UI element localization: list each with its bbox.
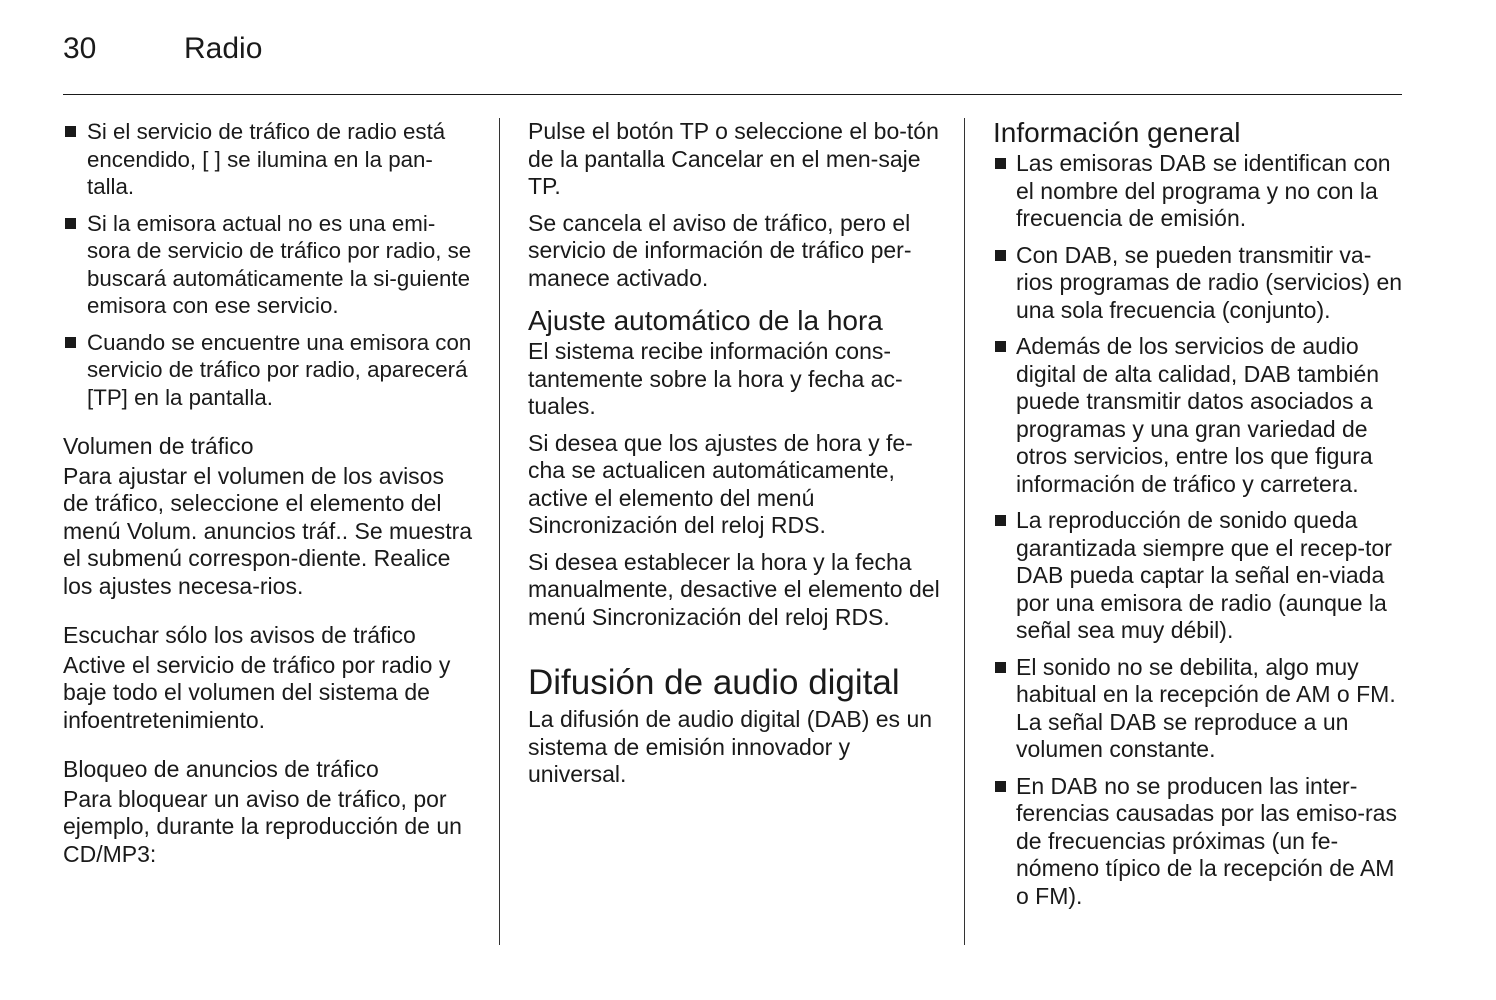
list-item: La reproducción de sonido queda garantizada siempre que el recep-tor DAB pueda captar la señal en-viada por una emisora de radio (aunque la señal sea muy débil). (993, 507, 1405, 645)
header-rule (63, 94, 1402, 95)
ajuste-hora-text: El sistema recibe información cons-tantemente sobre la hora y fecha ac-tuales. (528, 338, 903, 419)
tp-cancel-result: Se cancela el aviso de tráfico, pero el servicio de información de tráfico per-manece activado. (528, 209, 912, 291)
list-item: En DAB no se producen las inter-ferencias causadas por las emiso-ras de frecuencias próximas (un fe-nómeno típico de la recepción de AM o FM). (993, 773, 1405, 911)
dab-intro-text: La difusión de audio digital (DAB) es un sistema de emisión innovador y universal. (528, 706, 933, 787)
list-item: Cuando se encuentre una emisora con servicio de tráfico por radio, aparecerá [TP] en la pantalla. (63, 329, 475, 412)
bloqueo-heading: Bloqueo de anuncios de tráfico (63, 756, 379, 782)
tp-cancel-text: Pulse el botón TP o seleccione el bo-tón de la pantalla Cancelar en el men-saje TP. (528, 118, 939, 199)
bloqueo-text: Para bloquear un aviso de tráfico, por ejemplo, durante la reproducción de un CD/MP3: (63, 785, 462, 867)
dab-heading: Difusión de audio digital (528, 663, 900, 702)
column-divider-1 (499, 118, 500, 945)
volumen-text: Para ajustar el volumen de los avisos de tráfico, seleccione el elemento del menú Volum. anuncios tráf.. Se muestra el submenú correspon-diente. Realice los ajustes necesa-rios. (63, 462, 473, 599)
info-general-heading: Información general (993, 117, 1241, 148)
section-title: Radio (184, 32, 263, 65)
traffic-bullet-list (63, 118, 475, 411)
list-item: Si la emisora actual no es una emi-sora de servicio de tráfico por radio, se buscará automáticamente la si-guiente emisora con ese servicio. (63, 210, 475, 320)
ajuste-auto-text: Si desea que los ajustes de hora y fe-cha se actualicen automáticamente, active el elemento del menú Sincronización del reloj RDS. (528, 429, 913, 538)
volumen-heading: Volumen de tráfico (63, 433, 254, 459)
page-number: 30 (63, 32, 97, 65)
list-item: Si el servicio de tráfico de radio está encendido, [ ] se ilumina en la pan-talla. (63, 118, 475, 201)
dab-bullet-list (993, 150, 1405, 910)
list-item: Las emisoras DAB se identifican con el nombre del programa y no con la frecuencia de emisión. (993, 150, 1405, 233)
column-1 (63, 118, 475, 877)
list-item: El sonido no se debilita, algo muy habitual en la recepción de AM o FM. La señal DAB se reproduce a un volumen constante. (993, 654, 1405, 764)
column-divider-2 (964, 118, 965, 945)
escuchar-heading: Escuchar sólo los avisos de tráfico (63, 622, 416, 648)
list-item: Además de los servicios de audio digital de alta calidad, DAB también puede transmitir datos asociados a programas y una gran variedad de otros servicios, entre los que figura información de tráfico y carretera. (993, 333, 1405, 498)
page-header (63, 28, 1403, 78)
column-2 (528, 118, 940, 798)
escuchar-text: Active el servicio de tráfico por radio y baje todo el volumen del sistema de infoentretenimiento. (63, 651, 451, 733)
list-item: Con DAB, se pueden transmitir va-rios programas de radio (servicios) en una sola frecuencia (conjunto). (993, 242, 1405, 325)
ajuste-hora-heading: Ajuste automático de la hora (528, 305, 883, 336)
ajuste-manual-text: Si desea establecer la hora y la fecha manualmente, desactive el elemento del menú Sincronización del reloj RDS. (528, 548, 940, 630)
column-3 (993, 118, 1405, 919)
